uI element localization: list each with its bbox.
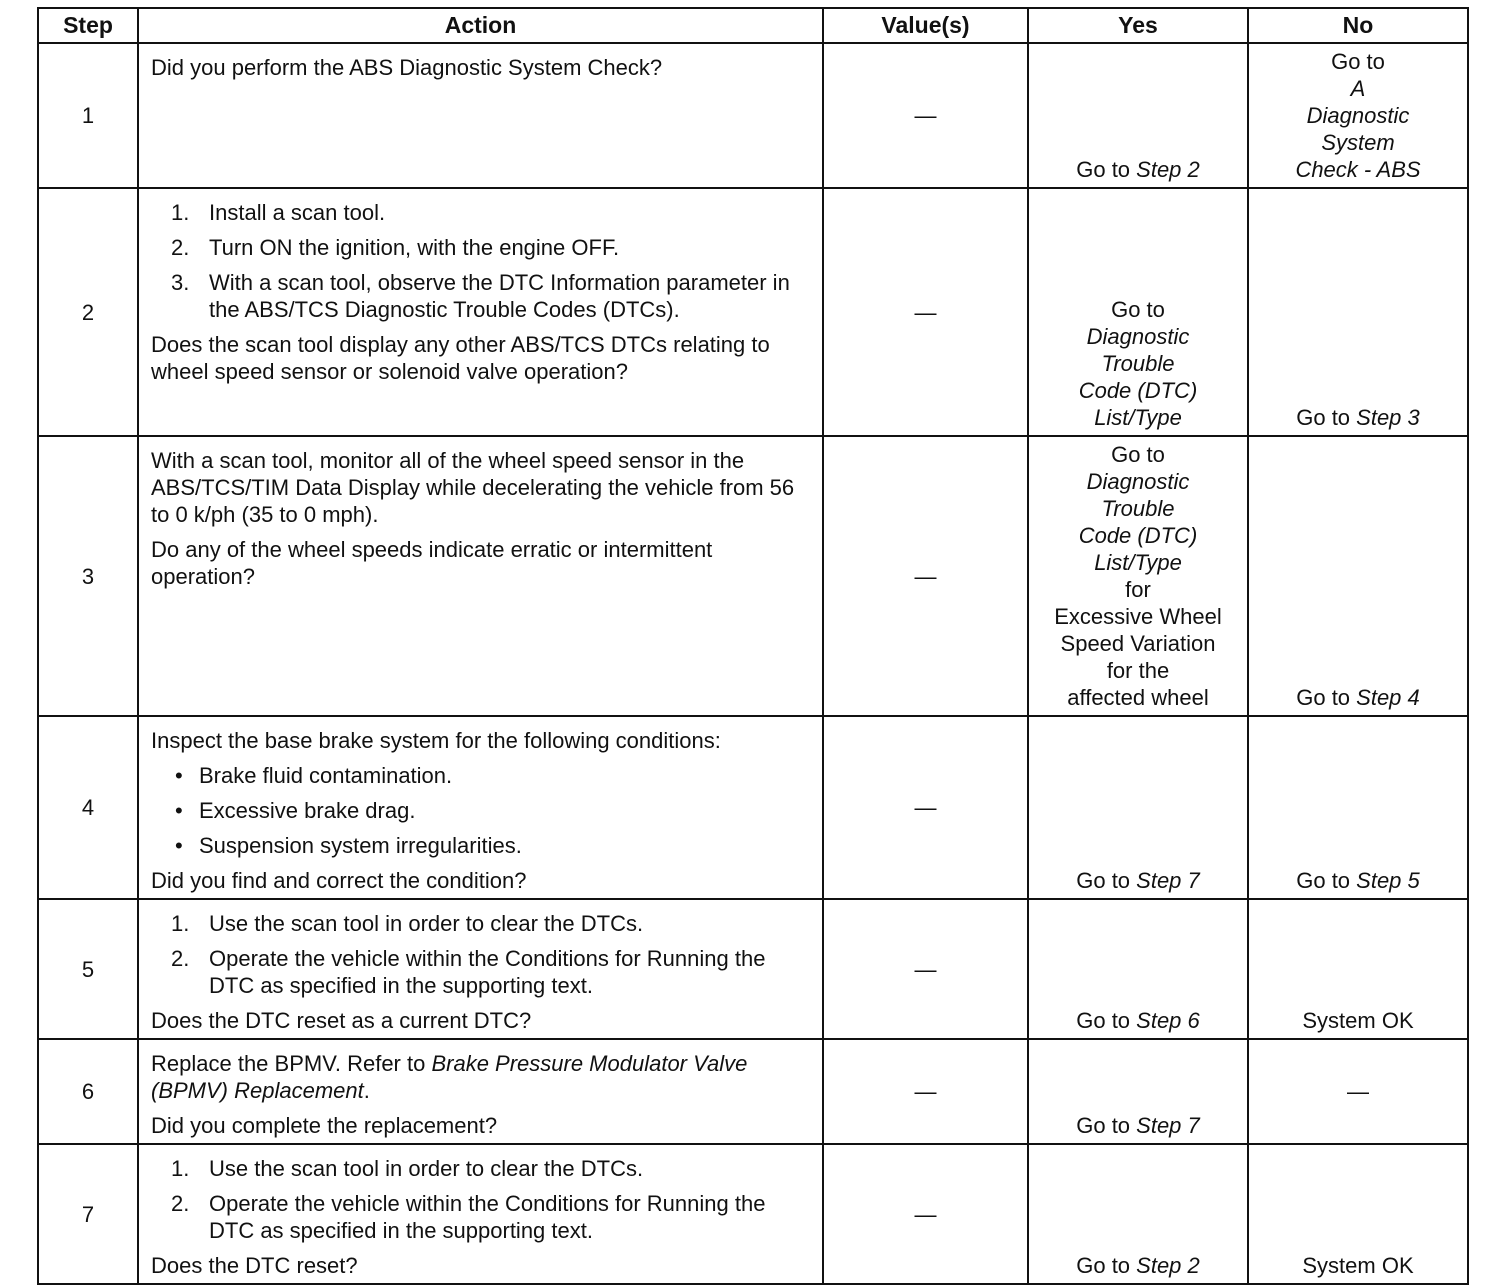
value-cell [823, 188, 1028, 436]
table-row [38, 899, 1468, 1039]
step-number: 5 [38, 899, 138, 1039]
value-dash: — [914, 1201, 937, 1227]
header-action: Action [138, 8, 823, 43]
no-link-line[interactable]: Check - ABS [1295, 157, 1421, 182]
action-cell [138, 716, 823, 899]
no-cell: System OK [1248, 1144, 1468, 1284]
yes-cell [1028, 1144, 1248, 1284]
yes-prefix: Go to [1076, 1008, 1137, 1033]
yes-text-line: affected wheel [1067, 685, 1209, 710]
header-values: Value(s) [823, 8, 1028, 43]
value-cell [823, 899, 1028, 1039]
list-item: 2. Turn ON the ignition, with the engine OFF. [171, 235, 620, 260]
table-row [38, 1039, 1468, 1144]
list-item: 1. Use the scan tool in order to clear the DTCs. [171, 911, 644, 936]
no-prefix: Go to [1296, 868, 1357, 893]
yes-prefix: Go to [1076, 1253, 1137, 1278]
table-row [38, 716, 1468, 899]
header-yes: Yes [1028, 8, 1248, 43]
table-row [38, 1144, 1468, 1284]
table-row [38, 188, 1468, 436]
yes-step-link[interactable]: Step 2 [1136, 1253, 1200, 1278]
step-number: 7 [38, 1144, 138, 1284]
value-cell [823, 716, 1028, 899]
action-question: Did you complete the replacement? [151, 1113, 498, 1138]
header-step: Step [38, 8, 138, 43]
action-cell [138, 1039, 823, 1144]
yes-link-line[interactable]: Trouble [1101, 496, 1175, 521]
list-item: • Excessive brake drag. [175, 798, 416, 823]
list-item: 2. Operate the vehicle within the Conditions for Running the DTC as specified in the supporting text. [171, 946, 766, 998]
action-question: Do any of the wheel speeds indicate erratic or intermittent operation? [151, 537, 713, 589]
value-dash: — [914, 299, 937, 325]
table-row [38, 43, 1468, 188]
yes-link-line[interactable]: Code (DTC) [1078, 523, 1198, 548]
value-dash: — [914, 1079, 937, 1104]
numbered-list [151, 199, 812, 323]
yes-step-link[interactable]: Step 2 [1136, 157, 1200, 182]
no-prefix: Go to [1296, 685, 1357, 710]
action-question: Does the DTC reset? [151, 1253, 358, 1278]
step-number: 6 [38, 1039, 138, 1144]
yes-text-line: for the [1106, 658, 1170, 683]
yes-link-line[interactable]: Code (DTC) [1078, 378, 1198, 403]
action-question: Does the DTC reset as a current DTC? [151, 1008, 532, 1033]
no-cell [1248, 436, 1468, 716]
action-cell [138, 436, 823, 716]
yes-text-line: Speed Variation [1060, 631, 1216, 656]
yes-cell [1028, 1039, 1248, 1144]
yes-step-link[interactable]: Step 6 [1136, 1008, 1200, 1033]
value-cell [823, 436, 1028, 716]
yes-cell [1028, 188, 1248, 436]
yes-text-line: Excessive Wheel [1054, 604, 1222, 629]
yes-prefix: Go to [1076, 1113, 1137, 1138]
list-item: 3. With a scan tool, observe the DTC Information parameter in the ABS/TCS Diagnostic Trouble Codes (DTCs). [171, 270, 790, 322]
list-item: 2. Operate the vehicle within the Conditions for Running the DTC as specified in the supporting text. [171, 1191, 766, 1243]
action-question: Did you perform the ABS Diagnostic System Check? [151, 55, 663, 80]
bullet-list [151, 762, 812, 859]
action-cell [138, 899, 823, 1039]
value-cell [823, 1144, 1028, 1284]
no-line: Go to A [1331, 49, 1385, 101]
header-no: No [1248, 8, 1468, 43]
step-number: 4 [38, 716, 138, 899]
no-link-line[interactable]: System [1321, 130, 1395, 155]
yes-step-link[interactable]: Step 7 [1136, 868, 1200, 893]
action-cell [138, 1144, 823, 1284]
yes-cell [1028, 436, 1248, 716]
yes-link-line[interactable]: List/Type [1094, 405, 1182, 430]
yes-link-line[interactable]: Go to Diagnostic [1086, 297, 1190, 349]
action-intro: Replace the BPMV. Refer to Brake Pressure Modulator Valve (BPMV) Replacement. [151, 1051, 748, 1103]
no-step-link[interactable]: Step 4 [1356, 685, 1420, 710]
diagnostic-table [37, 7, 1469, 1285]
no-cell [1248, 43, 1468, 188]
action-question: Does the scan tool display any other ABS/TCS DTCs relating to wheel speed sensor or solenoid valve operation? [151, 332, 770, 384]
yes-link-line[interactable]: List/Type for [1094, 550, 1182, 602]
yes-cell [1028, 716, 1248, 899]
action-cell [138, 188, 823, 436]
list-item: • Brake fluid contamination. [175, 763, 453, 788]
step-number: 2 [38, 188, 138, 436]
yes-cell [1028, 43, 1248, 188]
yes-prefix: Go to [1076, 868, 1137, 893]
no-link-line[interactable]: Diagnostic [1306, 103, 1410, 128]
no-step-link[interactable]: Step 3 [1356, 405, 1420, 430]
yes-link-line[interactable]: Trouble [1101, 351, 1175, 376]
header-row [38, 8, 1468, 43]
yes-step-link[interactable]: Step 7 [1136, 1113, 1200, 1138]
action-intro: Inspect the base brake system for the following conditions: [151, 728, 721, 753]
step-number: 1 [38, 43, 138, 188]
value-dash: — [914, 563, 937, 589]
value-cell [823, 43, 1028, 188]
value-dash: — [914, 795, 937, 820]
value-dash: — [914, 956, 937, 982]
action-question: Did you find and correct the condition? [151, 868, 527, 893]
action-cell [138, 43, 823, 188]
value-cell [823, 1039, 1028, 1144]
numbered-list [151, 910, 812, 999]
yes-prefix: Go to [1076, 157, 1137, 182]
value-dash: — [914, 103, 937, 128]
step-number: 3 [38, 436, 138, 716]
action-intro: With a scan tool, monitor all of the wheel speed sensor in the ABS/TCS/TIM Data Display while decelerating the vehicle from 56 to 0 k/ph (35 to 0 mph). [151, 448, 795, 527]
no-cell [1248, 716, 1468, 899]
no-cell: System OK [1248, 899, 1468, 1039]
reference-link[interactable]: Brake Pressure Modulator Valve (BPMV) Replacement [151, 1051, 748, 1103]
list-item: • Suspension system irregularities. [175, 833, 522, 858]
list-item: 1. Use the scan tool in order to clear the DTCs. [171, 1156, 644, 1181]
list-item: 1. Install a scan tool. [171, 200, 386, 225]
numbered-list [151, 1155, 812, 1244]
yes-cell [1028, 899, 1248, 1039]
table-row [38, 436, 1468, 716]
no-cell: — [1248, 1039, 1468, 1144]
no-cell [1248, 188, 1468, 436]
yes-link-line[interactable]: Go to Diagnostic [1086, 442, 1190, 494]
no-prefix: Go to [1296, 405, 1357, 430]
no-step-link[interactable]: Step 5 [1356, 868, 1420, 893]
